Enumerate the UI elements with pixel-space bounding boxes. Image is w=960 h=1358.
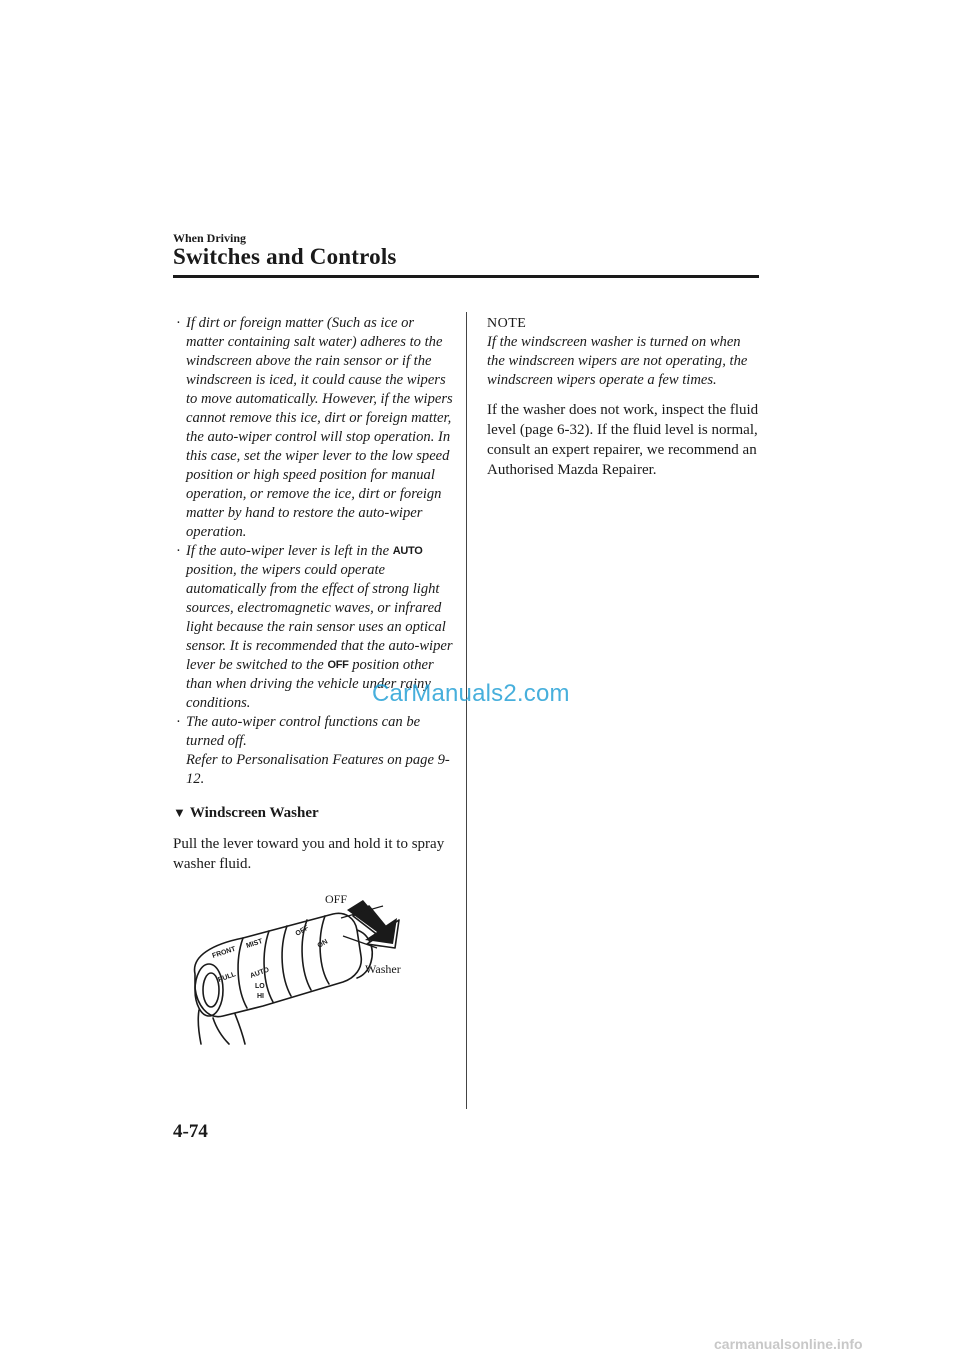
svg-text:PULL: PULL [217, 971, 237, 984]
watermark: CarManuals2.com [372, 680, 570, 707]
note-text-middle: position, the wipers could operate automatically from the effect of strong light sources, electromagnetic waves, or infrared light because the rain sensor uses an optical sensor. It is recommended that the auto-wiper lever be switched to the [186, 562, 453, 673]
triangle-down-icon: ▼ [173, 805, 186, 820]
wiper-lever-figure [173, 886, 453, 1046]
svg-text:LO: LO [255, 983, 265, 990]
section-heading [173, 803, 453, 823]
note-text-after: position other than when driving the vehicle under rainy conditions. [186, 657, 434, 711]
washer-callout-label: Washer [365, 962, 401, 976]
note-label: NOTE [487, 316, 527, 331]
page-number: 4-74 [173, 1121, 208, 1142]
off-symbol-icon: OFF [327, 659, 349, 671]
header-rule [173, 275, 759, 278]
bullet-icon: · [176, 543, 181, 559]
note-reference: Refer to Personalisation Features on page 9-12. [186, 752, 450, 787]
bullet-icon: · [176, 714, 181, 730]
svg-text:OFF: OFF [294, 924, 311, 938]
svg-text:AUTO: AUTO [249, 966, 271, 980]
column-divider [466, 312, 467, 1109]
note-item-3 [173, 713, 453, 789]
svg-text:HI: HI [257, 993, 264, 1000]
svg-text:FRONT: FRONT [211, 945, 237, 960]
washer-instruction: Pull the lever toward you and hold it to spray washer fluid. [173, 836, 445, 872]
note-text-before: If the auto-wiper lever is left in the [186, 543, 393, 559]
note-text: The auto-wiper control functions can be turned off. [186, 714, 421, 749]
page-title: Switches and Controls [173, 244, 397, 269]
note-item-1 [173, 314, 453, 542]
note-text: If the windscreen washer is turned on when the windscreen wipers are not operating, the windscreen wipers operate a few times. [487, 334, 748, 388]
svg-text:MIST: MIST [245, 938, 264, 950]
svg-text:ON: ON [316, 938, 330, 950]
auto-symbol-icon: AUTO [392, 545, 423, 557]
washer-troubleshooting: If the washer does not work, inspect the fluid level (page 6-32). If the fluid level is normal, consult an expert repairer, we recommend an Authorised Mazda Repairer. [487, 402, 759, 478]
footer-logo: carmanualsonline.info [714, 1336, 863, 1352]
section-heading-text: Windscreen Washer [189, 805, 319, 821]
note-text: If dirt or foreign matter (Such as ice or matter containing salt water) adheres to the windscreen above the rain sensor or if the windscreen is iced, it could cause the wipers to move automatically. However, if the wipers cannot remove this ice, dirt or foreign matter, the auto-wiper control will stop operation. In this case, set the wiper lever to the low speed position or high speed position for manual operation, or remove the ice, dirt or foreign matter by hand to restore the auto-wiper operation. [186, 315, 453, 540]
notes-list [173, 314, 453, 789]
off-callout-label: OFF [325, 892, 348, 906]
right-column [487, 314, 762, 480]
wiper-lever-illustration [173, 886, 453, 1046]
header-section-label: When Driving [173, 231, 247, 245]
bullet-icon: · [176, 315, 181, 331]
